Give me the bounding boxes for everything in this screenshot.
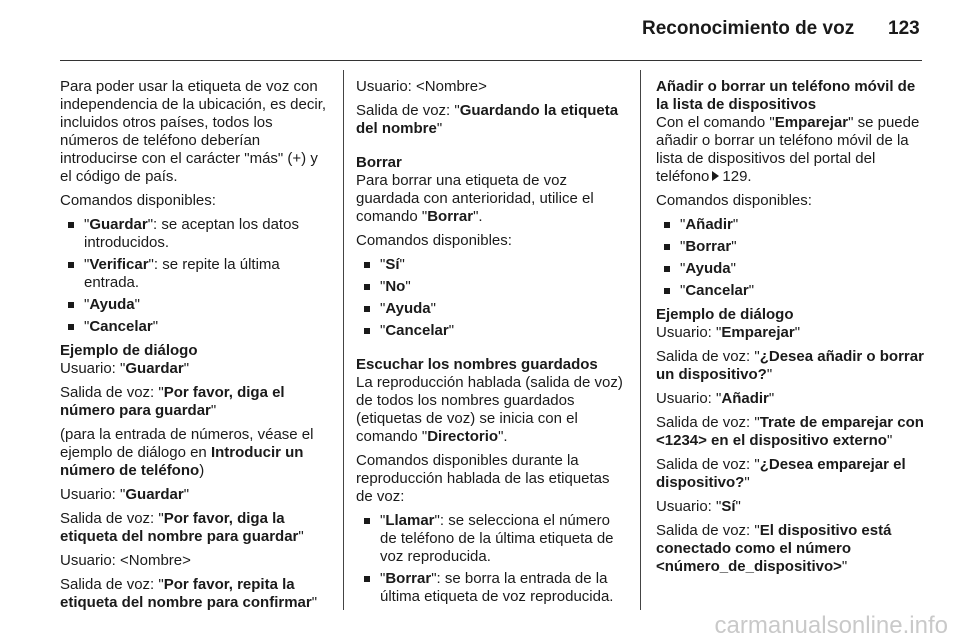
command-list bbox=[60, 216, 330, 336]
command-item: "Ayuda" bbox=[656, 260, 926, 278]
section-heading: Ejemplo de diálogo bbox=[60, 342, 198, 359]
dialog-line: Salida de voz: "Por favor, repita la etiqueta del nombre para confirmar" bbox=[60, 576, 318, 611]
dialog-line: Salida de voz: "¿Desea añadir o borrar un dispositivo?" bbox=[656, 348, 924, 383]
command-item: "Cancelar" bbox=[356, 322, 626, 340]
command-item: "Sí" bbox=[356, 256, 626, 274]
dialog-line: Usuario: "Guardar" bbox=[60, 360, 190, 377]
command-item: "Ayuda" bbox=[60, 296, 330, 314]
dialog-line: Salida de voz: "¿Desea emparejar el dispositivo?" bbox=[656, 456, 906, 491]
section-heading: Añadir o borrar un teléfono móvil de la lista de dispositivos bbox=[656, 78, 916, 113]
page-title: Reconocimiento de voz bbox=[642, 18, 855, 39]
command-item: "No" bbox=[356, 278, 626, 296]
paragraph: Con el comando "Emparejar" se puede añadir o borrar un teléfono móvil de la lista de dispositivos del portal del teléfono 129. bbox=[656, 114, 920, 185]
dialog-line: Salida de voz: "Por favor, diga el número para guardar" bbox=[60, 384, 285, 419]
section-heading: Ejemplo de diálogo bbox=[656, 306, 794, 323]
section-heading: Borrar bbox=[356, 154, 402, 171]
dialog-line: Salida de voz: "El dispositivo está conectado como el número <número_de_dispositivo>" bbox=[656, 522, 892, 575]
paragraph: La reproducción hablada (salida de voz) de todos los nombres guardados (etiquetas de voz) se inicia con el comando "Directorio". bbox=[356, 374, 623, 445]
dialog-line: Usuario: <Nombre> bbox=[60, 552, 191, 569]
command-item: "Añadir" bbox=[656, 216, 926, 234]
command-list bbox=[356, 512, 626, 606]
dialog-line: Usuario: <Nombre> bbox=[356, 78, 487, 95]
watermark: carmanualsonline.info bbox=[714, 612, 948, 639]
column-3 bbox=[656, 78, 926, 582]
column-1 bbox=[60, 78, 330, 618]
command-item: "Cancelar" bbox=[60, 318, 330, 336]
commands-label: Comandos disponibles: bbox=[60, 192, 216, 209]
command-item: "Cancelar" bbox=[656, 282, 926, 300]
page-reference[interactable]: 129. bbox=[722, 168, 752, 185]
column-2 bbox=[356, 78, 626, 612]
commands-label: Comandos disponibles durante la reproducción hablada de las etiquetas de voz: bbox=[356, 452, 610, 505]
command-item: "Llamar": se selecciona el número de teléfono de la última etiqueta de voz reproducida. bbox=[356, 512, 626, 566]
dialog-line: (para la entrada de números, véase el ejemplo de diálogo en Introducir un número de teléfono) bbox=[60, 426, 314, 479]
commands-label: Comandos disponibles: bbox=[656, 192, 812, 209]
section-heading: Escuchar los nombres guardados bbox=[356, 356, 598, 373]
page-number: 123 bbox=[888, 18, 920, 39]
paragraph: Para borrar una etiqueta de voz guardada con anterioridad, utilice el comando "Borrar". bbox=[356, 172, 594, 225]
command-item: "Borrar": se borra la entrada de la última etiqueta de voz reproducida. bbox=[356, 570, 626, 606]
dialog-line: Usuario: "Añadir" bbox=[656, 390, 775, 407]
dialog-line: Salida de voz: "Trate de emparejar con <1234> en el dispositivo externo" bbox=[656, 414, 924, 449]
commands-label: Comandos disponibles: bbox=[356, 232, 512, 249]
dialog-line: Salida de voz: "Guardando la etiqueta del nombre" bbox=[356, 102, 619, 137]
dialog-line: Usuario: "Emparejar" bbox=[656, 324, 801, 341]
command-item: "Borrar" bbox=[656, 238, 926, 256]
command-item: "Ayuda" bbox=[356, 300, 626, 318]
dialog-line: Usuario: "Sí" bbox=[656, 498, 741, 515]
command-list bbox=[656, 216, 926, 300]
intro-paragraph: Para poder usar la etiqueta de voz con independencia de la ubicación, es decir, incluidos otros países, todos los números de teléfono deberían introducirse con el carácter "más" (+) y el código de país. bbox=[60, 78, 327, 185]
dialog-line: Usuario: "Guardar" bbox=[60, 486, 190, 503]
header-rule bbox=[60, 60, 922, 61]
command-list bbox=[356, 256, 626, 340]
page-reference-arrow-icon bbox=[712, 171, 719, 181]
command-item: "Verificar": se repite la última entrada. bbox=[60, 256, 330, 292]
column-divider bbox=[343, 70, 344, 610]
dialog-line: Salida de voz: "Por favor, diga la etiqueta del nombre para guardar" bbox=[60, 510, 304, 545]
command-item: "Guardar": se aceptan los datos introducidos. bbox=[60, 216, 330, 252]
column-divider bbox=[640, 70, 641, 610]
